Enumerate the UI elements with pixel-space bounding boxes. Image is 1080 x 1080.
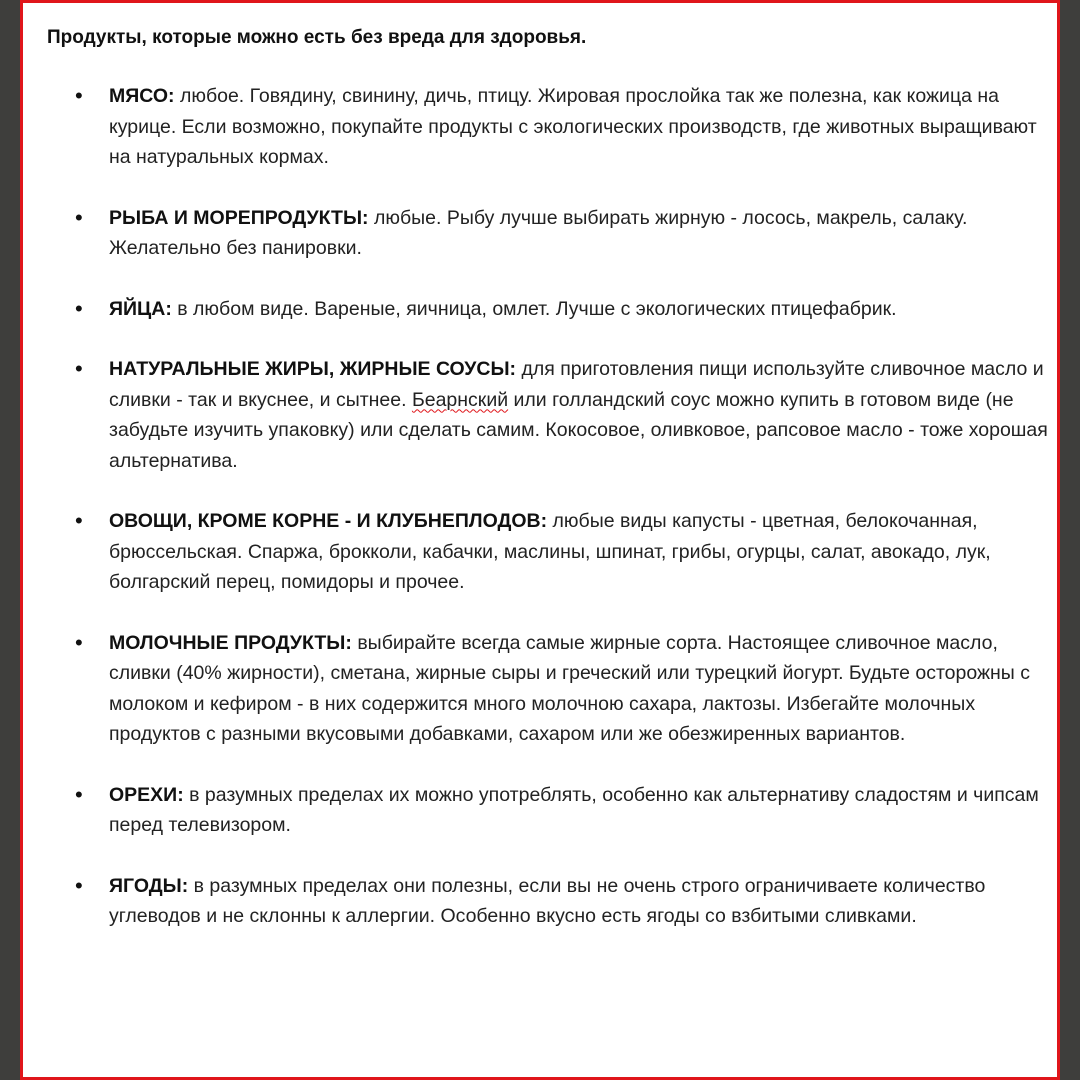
document-content — [47, 21, 1052, 962]
item-text: в любом виде. Вареные, яичница, омлет. Лучше с экологических птицефабрик. — [171, 297, 897, 320]
bullet-icon: • — [75, 781, 83, 807]
item-text: или голландский соус можно купить в готовом виде (не забудьте изучить упаковку) или сделать самим. Кокосовое, оливковое, рапсовое масло - тоже хорошая альтернатива. — [109, 388, 1048, 472]
item-text: любые. Рыбу лучше выбирать жирную - лосось, макрель, салаку. Желательно без панировки. — [109, 206, 968, 259]
bullet-icon: • — [75, 356, 83, 381]
bullet-icon: • — [75, 872, 83, 898]
item-text: для приготовления пищи используйте сливочное масло и сливки - так и вкуснее, и сытнее. — [109, 358, 1044, 411]
bullet-icon: • — [75, 295, 83, 321]
bullet-icon: • — [75, 83, 83, 108]
item-label: ЯГОДЫ: — [109, 874, 189, 897]
bullet-icon: • — [75, 508, 83, 533]
list-item-nuts — [47, 780, 1052, 841]
spellcheck-flagged-word: Беарнский — [411, 388, 509, 411]
bullet-icon: • — [75, 204, 83, 230]
list-item-fats — [47, 354, 1052, 476]
list-item-dairy — [47, 628, 1052, 750]
item-label: ЯЙЦА: — [109, 297, 172, 320]
item-text: любые виды капусты - цветная, белокочанная, брюссельская. Спаржа, брокколи, кабачки, маслины, шпинат, грибы, огурцы, салат, авокадо, лук, болгарский перец, помидоры и прочее. — [109, 510, 991, 593]
list-item-meat — [47, 81, 1052, 173]
list-item-fish — [47, 203, 1052, 264]
document-title: Продукты, которые можно есть без вреда для здоровья. — [47, 27, 587, 48]
item-text: любое. Говядину, свинину, дичь, птицу. Жировая прослойка так же полезна, как кожица на курице. Если возможно, покупайте продукты с экологических производств, где животных выращивают на натуральных кормах. — [109, 85, 1037, 168]
list-item-vegetables — [47, 506, 1052, 598]
bullet-icon: • — [75, 629, 83, 655]
list-item-berries — [47, 871, 1052, 932]
item-text: в разумных пределах они полезны, если вы не очень строго ограничиваете количество углеводов и не склонны к аллергии. Особенно вкусно есть ягоды со взбитыми сливками. — [109, 874, 986, 927]
food-list — [47, 81, 1052, 932]
item-label: ОВОЩИ, КРОМЕ КОРНЕ - И КЛУБНЕПЛОДОВ: — [109, 510, 548, 532]
item-label: РЫБА И МОРЕПРОДУКТЫ: — [109, 206, 369, 229]
item-text: выбирайте всегда самые жирные сорта. Настоящее сливочное масло, сливки (40% жирности), сметана, жирные сыры и греческий или турецкий йогурт. Будьте осторожны с молоком и кефиром - в них содержится много молочною сахара, лактозы. Избегайте молочных продуктов с разными вкусовыми добавками, сахаром или же обезжиренных вариантов. — [109, 631, 1030, 745]
item-label: МОЛОЧНЫЕ ПРОДУКТЫ: — [109, 631, 352, 654]
item-label: ОРЕХИ: — [109, 783, 184, 806]
item-label: МЯСО: — [109, 85, 175, 107]
document-page — [20, 0, 1060, 1080]
item-text: в разумных пределах их можно употреблять, особенно как альтернативу сладостям и чипсам перед телевизором. — [109, 783, 1039, 836]
item-label: НАТУРАЛЬНЫЕ ЖИРЫ, ЖИРНЫЕ СОУСЫ: — [109, 358, 517, 380]
list-item-eggs — [47, 294, 1052, 325]
